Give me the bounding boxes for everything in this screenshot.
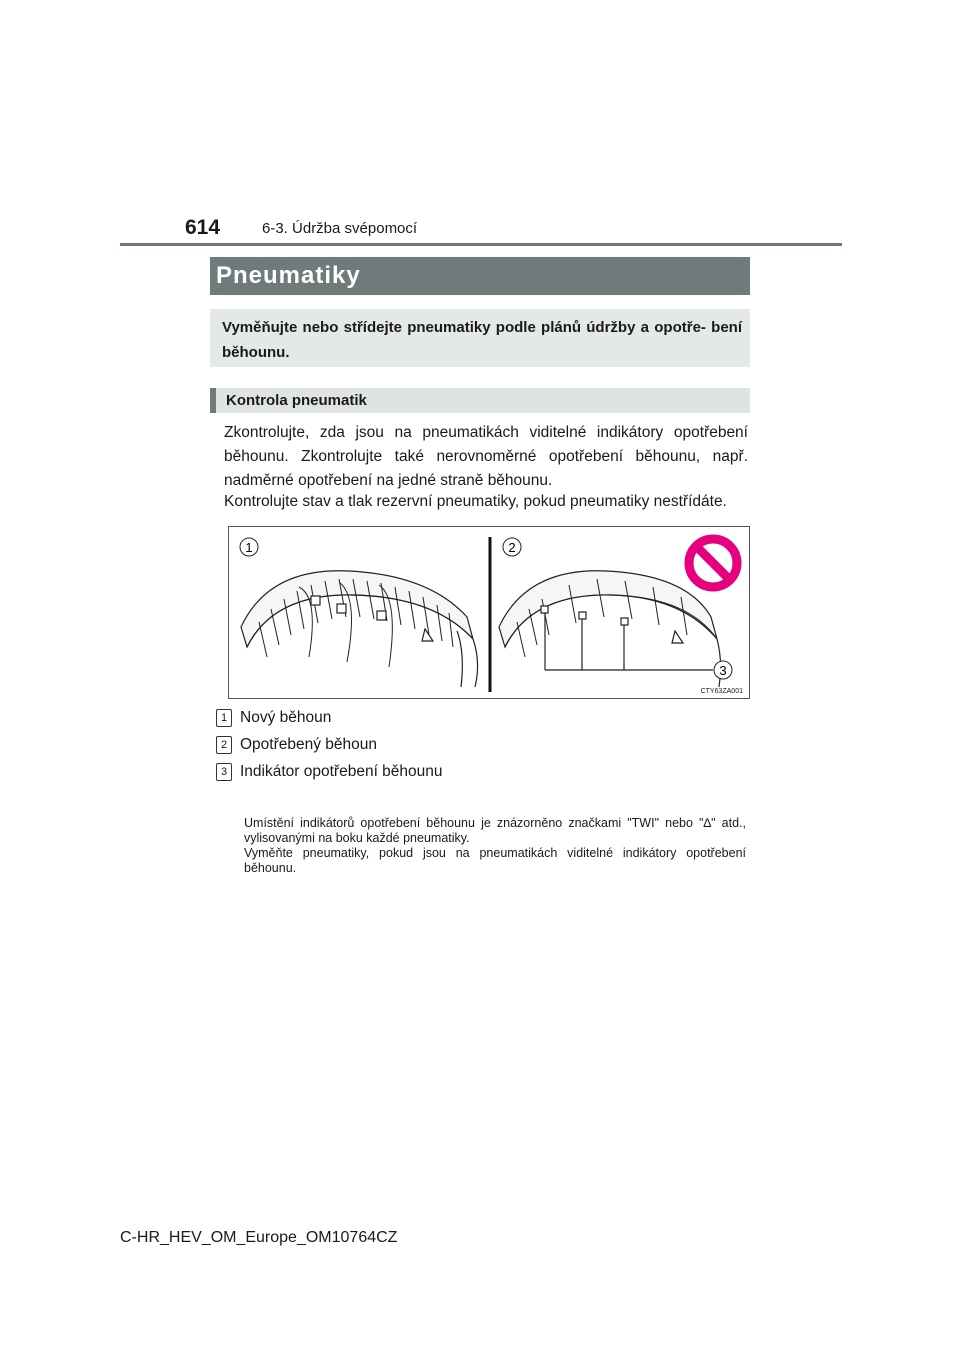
svg-text:1: 1 bbox=[245, 540, 253, 555]
legend-text: Indikátor opotřebení běhounu bbox=[240, 763, 443, 780]
intro-box: Vyměňujte nebo střídejte pneumatiky podle plánů údržby a opotře- bení běhounu. bbox=[210, 309, 750, 367]
page-title: Pneumatiky bbox=[210, 257, 750, 295]
legend-item-1 bbox=[216, 707, 736, 729]
svg-text:3: 3 bbox=[719, 663, 727, 678]
legend-item-2 bbox=[216, 734, 736, 756]
paragraph-tread-check: Zkontrolujte, zda jsou na pneumatikách viditelné indikátory opotřebení běhounu. Zkontrolujte také nerovnoměrné opotřebení běhounu, např. nadměrné opotřebení na jedné straně běhounu. bbox=[224, 424, 748, 489]
legend-number: 3 bbox=[216, 763, 232, 781]
section-label: 6-3. Údržba svépomocí bbox=[262, 220, 418, 237]
callout-1 bbox=[240, 538, 258, 556]
callout-3 bbox=[714, 661, 732, 679]
paragraph-spare-tire: Kontrolujte stav a tlak rezervní pneumatiky, pokud pneumatiky nestřídáte. bbox=[224, 493, 727, 510]
worn-tire-tread-icon bbox=[499, 571, 721, 687]
tire-illustration bbox=[229, 527, 749, 698]
note-line: Vyměňte pneumatiky, pokud jsou na pneumatikách viditelné indikátory opotřebení běhounu. bbox=[244, 846, 746, 875]
svg-text:2: 2 bbox=[508, 540, 516, 555]
legend-number: 1 bbox=[216, 709, 232, 727]
tire-figure bbox=[228, 526, 750, 699]
legend-text: Opotřebený běhoun bbox=[240, 736, 378, 753]
note-line: Umístění indikátorů opotřebení běhounu je znázorněno značkami "TWI" nebo "∆" atd., vylisovanými na boku každé pneumatiky. bbox=[244, 816, 746, 845]
figure-code: CTY63ZA001 bbox=[700, 688, 743, 695]
legend-item-3 bbox=[216, 761, 736, 783]
callout-2 bbox=[503, 538, 521, 556]
page-number: 614 bbox=[185, 216, 221, 239]
legend-number: 2 bbox=[216, 736, 232, 754]
new-tire-tread-icon bbox=[241, 571, 478, 687]
subheading: Kontrola pneumatik bbox=[210, 388, 750, 413]
prohibited-sign-icon bbox=[689, 539, 737, 587]
footer-code: C-HR_HEV_OM_Europe_OM10764CZ bbox=[120, 1229, 398, 1246]
header-rule bbox=[120, 243, 842, 246]
legend-text: Nový běhoun bbox=[240, 709, 332, 726]
note bbox=[244, 816, 746, 876]
